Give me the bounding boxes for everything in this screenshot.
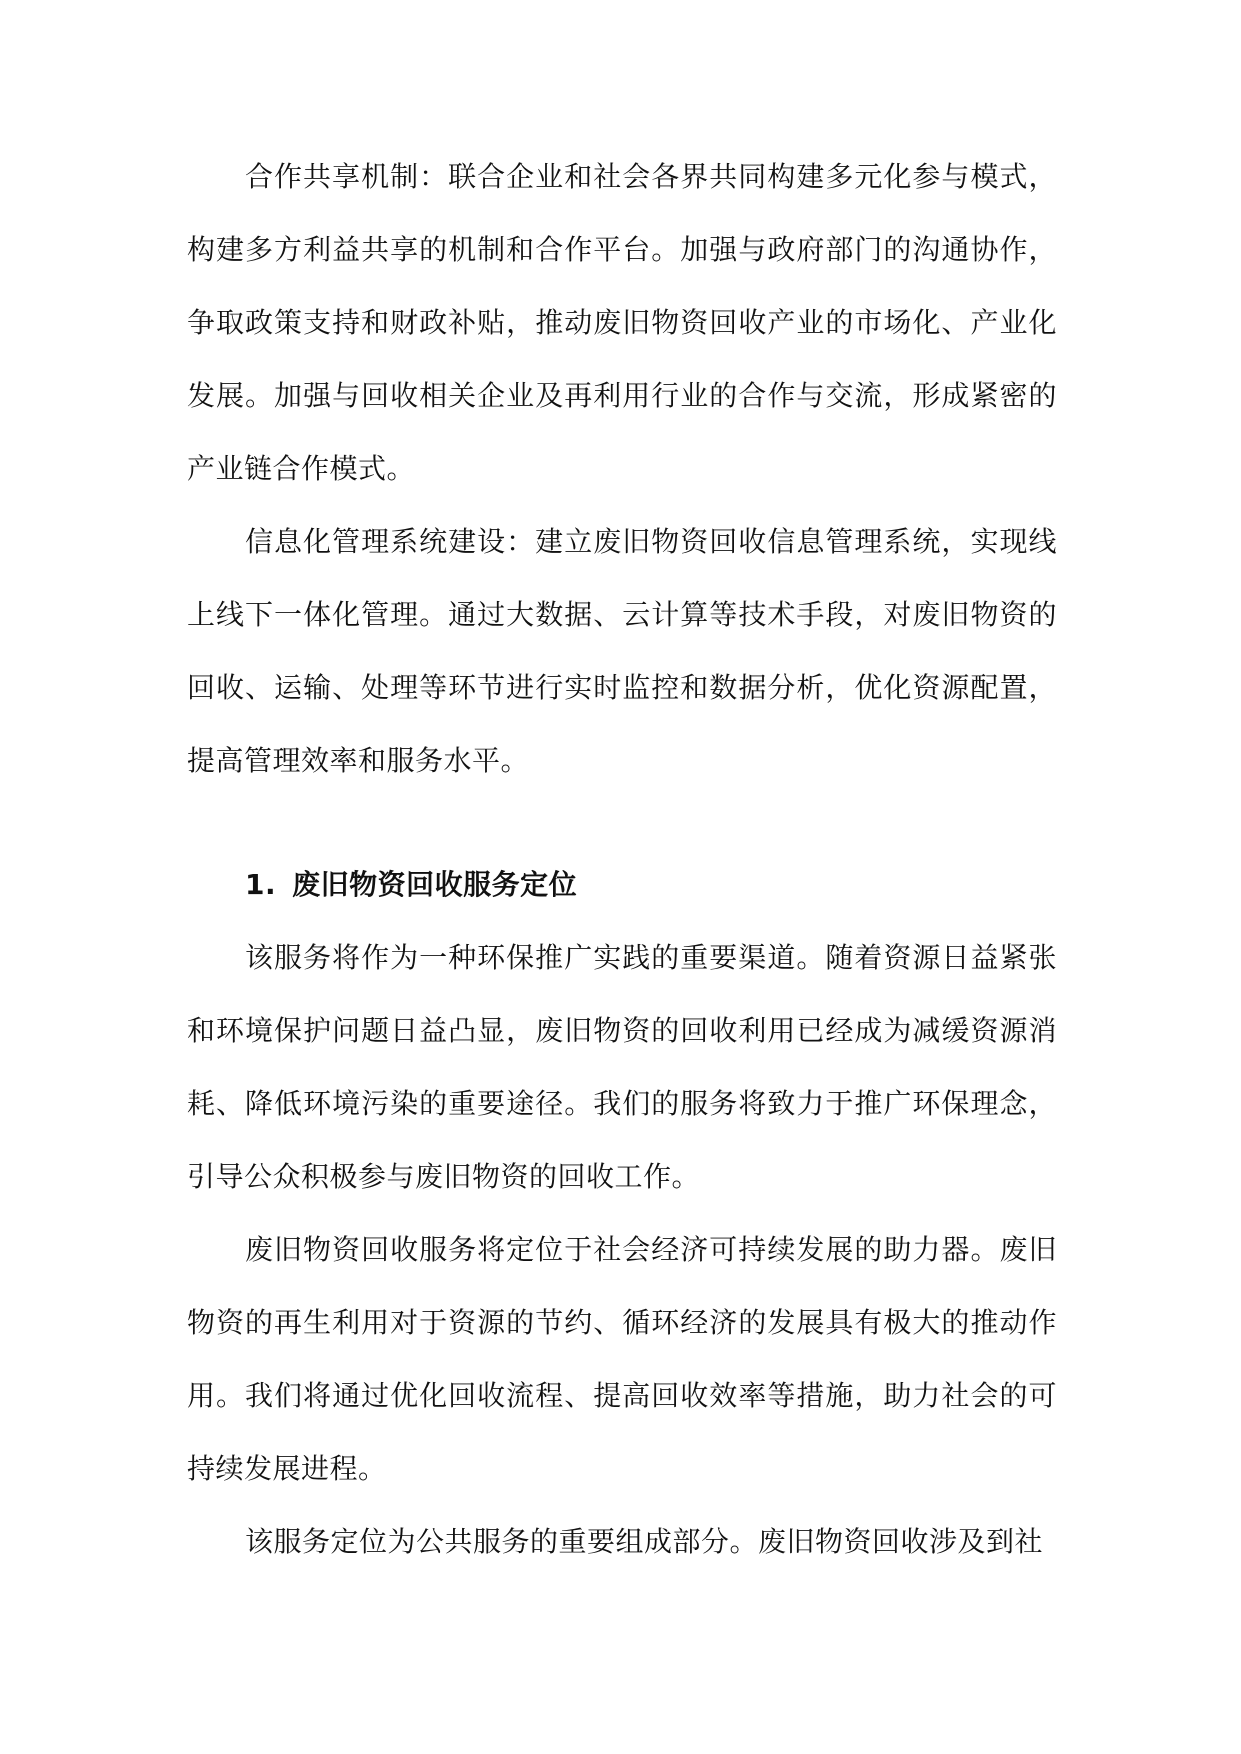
section-heading [187,848,1057,921]
paragraph-cooperation-sharing: 合作共享机制：联合企业和社会各界共同构建多元化参与模式，构建多方利益共享的机制和合作平台。加强与政府部门的沟通协作，争取政策支持和财政补贴，推动废旧物资回收产业的市场化、产业化发展。加强与回收相关企业及再利用行业的合作与交流，形成紧密的产业链合作模式。 [187,160,1057,485]
section-number: 1. [245,868,277,901]
paragraph-public-service: 该服务定位为公共服务的重要组成部分。废旧物资回收涉及到社 [245,1525,1044,1558]
document-body [187,140,1057,1578]
paragraph-sustainable-development: 废旧物资回收服务将定位于社会经济可持续发展的助力器。废旧物资的再生利用对于资源的节约、循环经济的发展具有极大的推动作用。我们将通过优化回收流程、提高回收效率等措施，助力社会的可持续发展进程。 [187,1233,1057,1485]
paragraph-information-system: 信息化管理系统建设：建立废旧物资回收信息管理系统，实现线上线下一体化管理。通过大数据、云计算等技术手段，对废旧物资的回收、运输、处理等环节进行实时监控和数据分析，优化资源配置，提高管理效率和服务水平。 [187,525,1057,777]
section-title: 废旧物资回收服务定位 [292,868,578,901]
paragraph-environmental-channel: 该服务将作为一种环保推广实践的重要渠道。随着资源日益紧张和环境保护问题日益凸显，废旧物资的回收利用已经成为减缓资源消耗、降低环境污染的重要途径。我们的服务将致力于推广环保理念，引导公众积极参与废旧物资的回收工作。 [187,941,1057,1193]
